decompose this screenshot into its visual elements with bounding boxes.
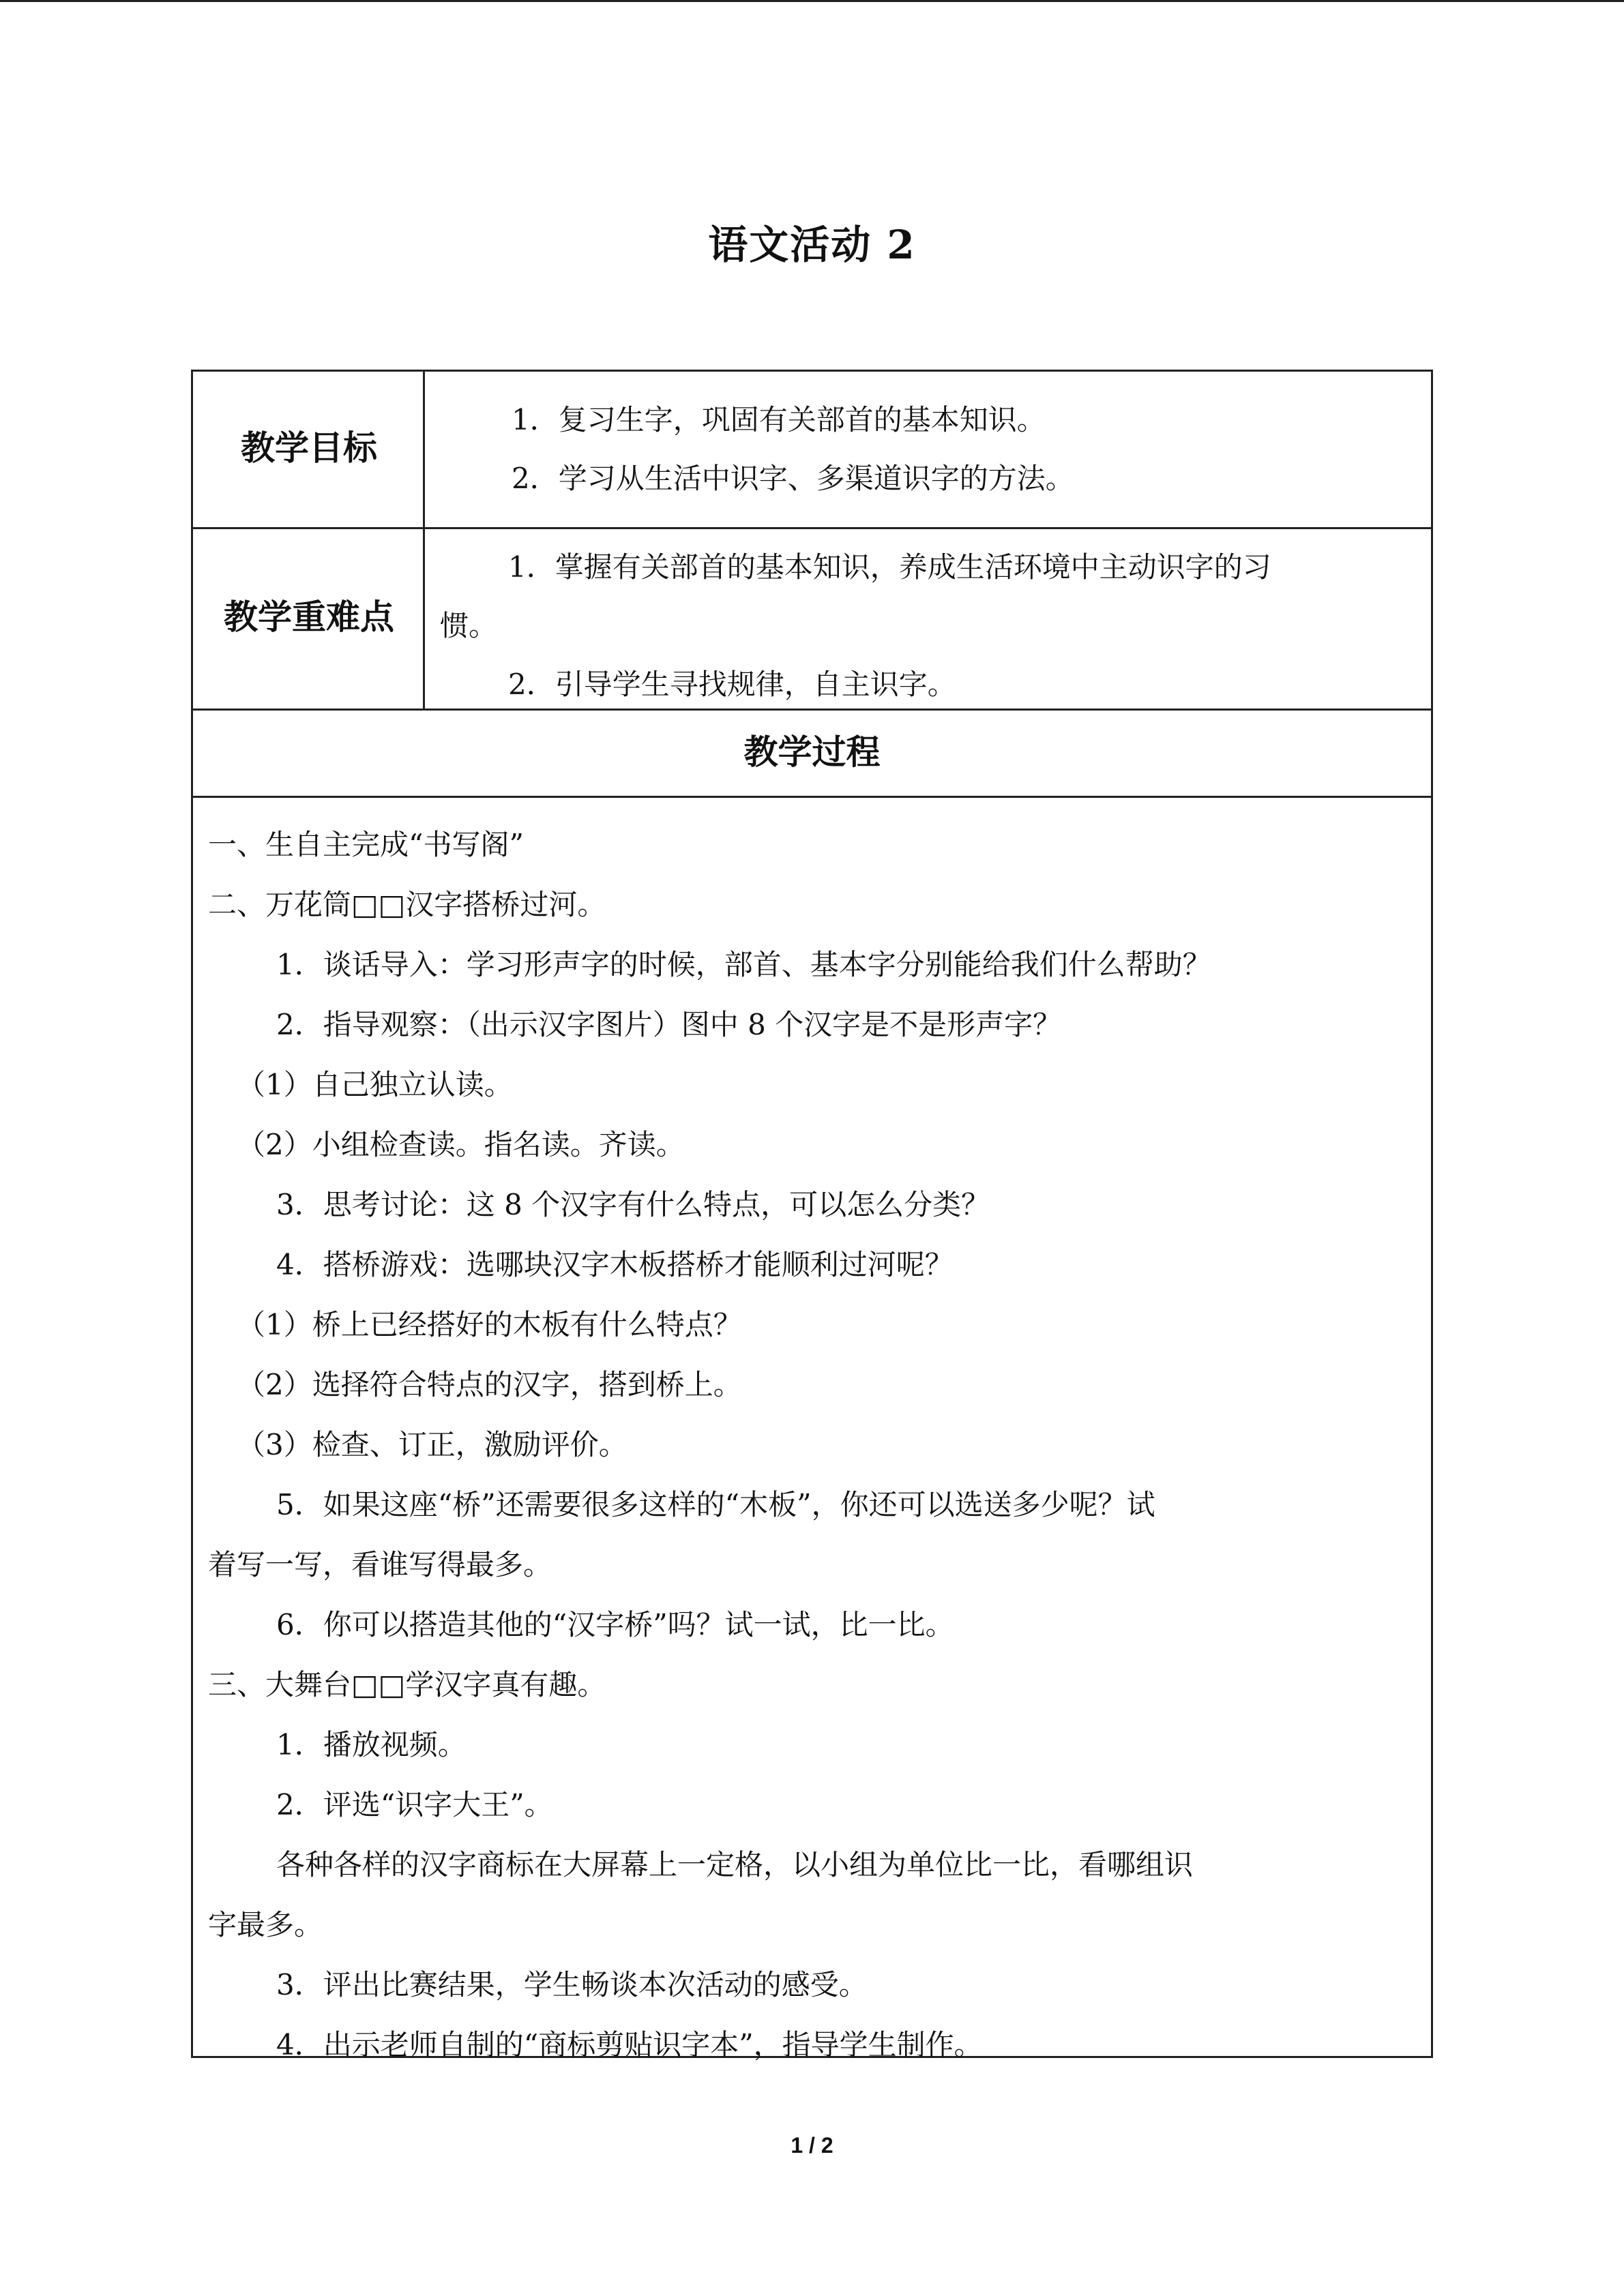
lesson-plan-table: [191, 370, 1433, 2061]
process-line: （2）小组检查读。指名读。齐读。: [237, 1128, 685, 1161]
process-line: 二、万花筒□□汉字搭桥过河。: [208, 888, 606, 921]
process-line: 5．如果这座“桥”还需要很多这样的“木板”，你还可以选送多少呢？试: [276, 1488, 1155, 1521]
column-divider: [423, 372, 425, 709]
process-line: 2．指导观察：（出示汉字图片）图中 8 个汉字是不是形声字？: [276, 1008, 1062, 1041]
process-line: （2）选择符合特点的汉字，搭到桥上。: [237, 1368, 742, 1401]
key-points-label: 教学重难点: [224, 597, 394, 637]
key-point-item: 1．掌握有关部首的基本知识，养成生活环境中主动识字的习: [508, 550, 1271, 584]
process-line: 6．你可以搭造其他的“汉字桥”吗？试一试，比一比。: [276, 1608, 954, 1641]
process-line: 4．出示老师自制的“商标剪贴识字本”，指导学生制作。: [276, 2028, 983, 2061]
process-line: 1．播放视频。: [276, 1728, 467, 1761]
process-line: （1）自己独立认读。: [237, 1068, 513, 1101]
objective-item: 1．复习生字，巩固有关部首的基本知识。: [512, 403, 1046, 436]
process-line: （1）桥上已经搭好的木板有什么特点？: [237, 1308, 742, 1341]
process-label: 教学过程: [743, 732, 881, 772]
row-divider-3: [193, 796, 1431, 798]
objectives-content: [443, 391, 1412, 508]
process-line: 3．思考讨论：这 8 个汉字有什么特点，可以怎么分类？: [276, 1188, 990, 1221]
process-line: 一、生自主完成“书写阁”: [208, 828, 524, 861]
top-border-line: [0, 0, 1624, 2]
process-line: 着写一写，看谁写得最多。: [208, 1548, 552, 1581]
page-title: 语文活动 2: [708, 222, 916, 268]
process-line: 4．搭桥游戏：选哪块汉字木板搭桥才能顺利过河呢？: [276, 1248, 954, 1281]
process-line: 各种各样的汉字商标在大屏幕上一定格，以小组为单位比一比，看哪组识: [276, 1848, 1194, 1881]
row-divider-1: [193, 527, 1431, 529]
page-number: 1 / 2: [791, 2133, 833, 2158]
process-line: 三、大舞台□□学汉字真有趣。: [208, 1668, 606, 1701]
process-line: 2．评选“识字大王”。: [276, 1788, 553, 1821]
process-line: 1．谈话导入：学习形声字的时候，部首、基本字分别能给我们什么帮助？: [276, 948, 1211, 981]
key-point-item-cont: 惯。: [440, 609, 498, 642]
objectives-label: 教学目标: [241, 428, 377, 468]
process-line: 3．评出比赛结果，学生畅谈本次活动的感受。: [276, 1968, 868, 2001]
process-content: [208, 815, 1408, 2075]
key-point-item: 2．引导学生寻找规律，自主识字。: [508, 668, 956, 701]
process-line: 字最多。: [208, 1908, 323, 1941]
key-points-content: [440, 538, 1408, 714]
process-line: （3）检查、订正，激励评价。: [237, 1428, 628, 1461]
objective-item: 2．学习从生活中识字、多渠道识字的方法。: [512, 462, 1074, 495]
